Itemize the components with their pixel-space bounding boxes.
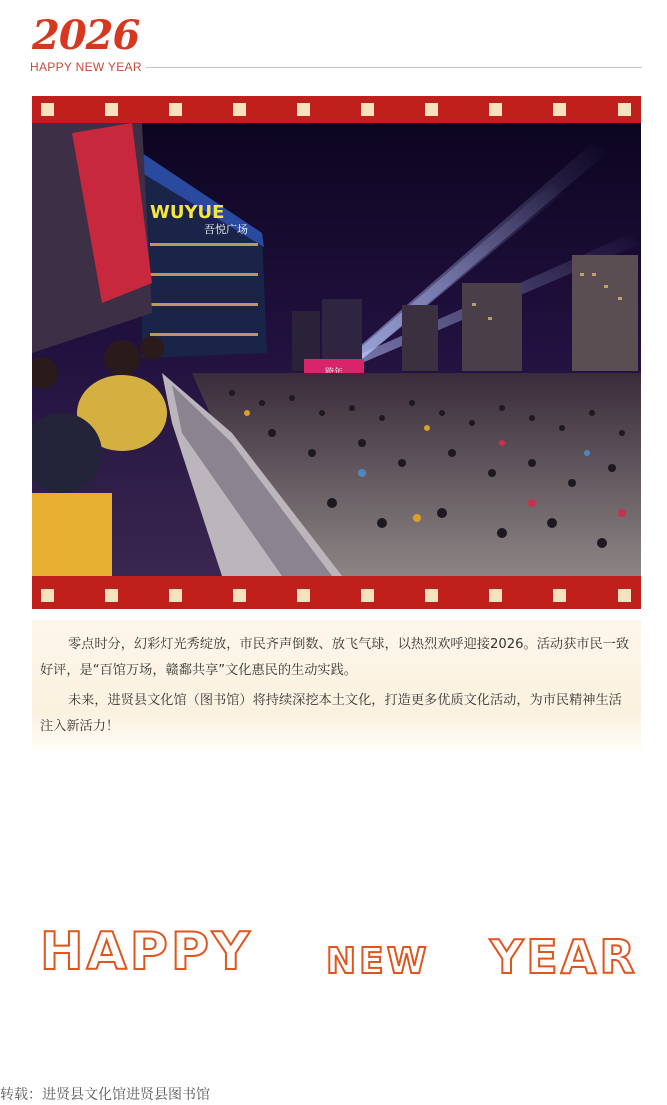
- sprocket-hole: [233, 103, 246, 116]
- sprocket-hole: [425, 103, 438, 116]
- sprocket-hole: [105, 589, 118, 602]
- sprocket-hole: [41, 103, 54, 116]
- mall-sign-text: 吾悦广场: [204, 223, 248, 236]
- article-paragraph: 零点时分，幻彩灯光秀绽放，市民齐声倒数、放飞气球，以热烈欢呼迎接2026。活动获市民一致好评，是“百馆万场，赣鄱共享”文化惠民的生动实践。: [40, 637, 630, 678]
- sprocket-hole: [489, 589, 502, 602]
- sprocket-hole: [489, 103, 502, 116]
- new-word: NEW: [326, 941, 430, 982]
- sprocket-hole: [618, 103, 631, 116]
- header-subtitle: HAPPY NEW YEAR: [30, 60, 142, 74]
- sprocket-hole: [233, 589, 246, 602]
- sprocket-hole: [41, 589, 54, 602]
- sprocket-hole: [169, 589, 182, 602]
- sprocket-hole: [297, 103, 310, 116]
- film-strip-frame: [32, 96, 641, 609]
- sprocket-hole: [361, 103, 374, 116]
- page-header: [30, 12, 642, 74]
- article-text-box: [32, 620, 641, 751]
- sprocket-hole: [297, 589, 310, 602]
- sprocket-hole: [425, 589, 438, 602]
- sprocket-hole: [105, 103, 118, 116]
- header-divider: [146, 67, 642, 68]
- night-crowd-scene: [32, 123, 641, 576]
- year-title: 2026: [32, 12, 140, 59]
- event-photo: [32, 123, 641, 576]
- sprocket-hole: [553, 589, 566, 602]
- happy-word: HAPPY: [40, 922, 253, 982]
- year-word: YEAR: [490, 930, 638, 984]
- sprocket-hole: [553, 103, 566, 116]
- sprocket-hole: [361, 589, 374, 602]
- sprocket-hole: [618, 589, 631, 602]
- sprocket-hole: [169, 103, 182, 116]
- svg-text:WUYUE: WUYUE: [150, 202, 225, 223]
- reprint-credit: 转载：进贤县文化馆进贤县图书馆: [0, 1087, 210, 1103]
- article-paragraph: 未来，进贤县文化馆（图书馆）将持续深挖本土文化，打造更多优质文化活动，为市民精神生活注入新活力！: [40, 693, 622, 734]
